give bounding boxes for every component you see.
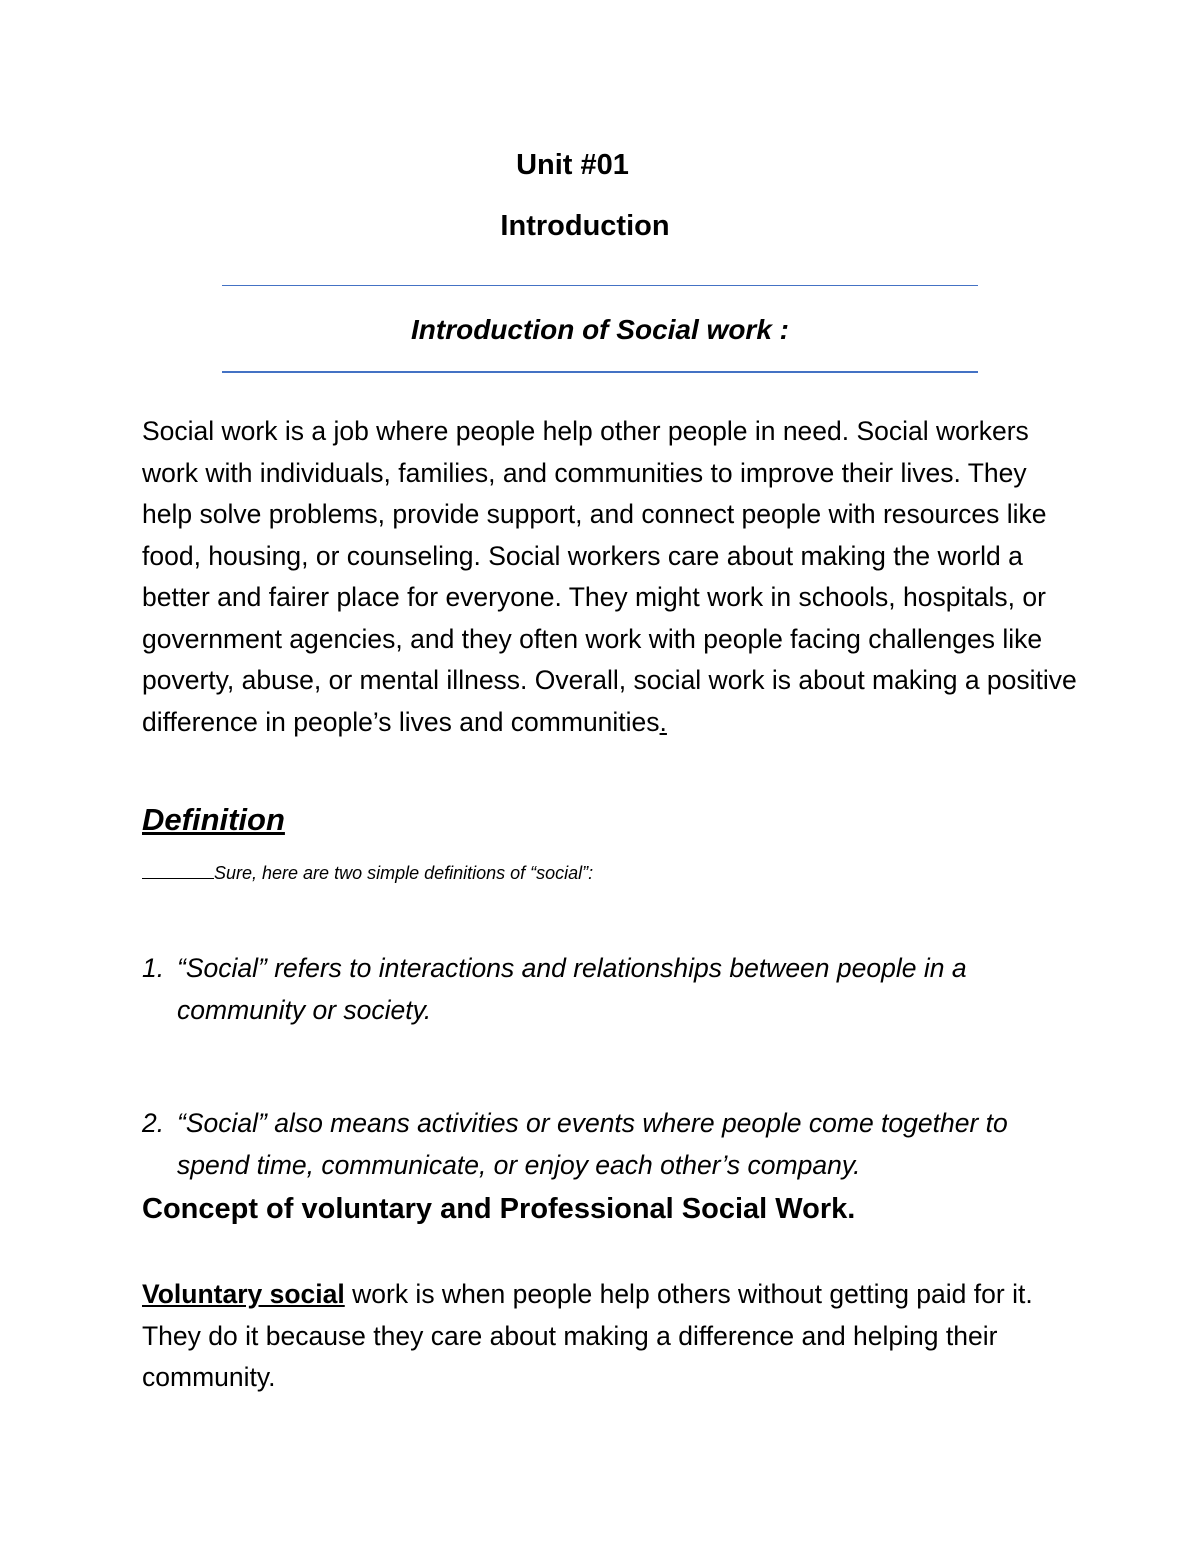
definition-item-2 (142, 1103, 1082, 1186)
definition-heading: Definition (142, 802, 285, 837)
voluntary-term: Voluntary social (142, 1279, 345, 1309)
definition-item-1 (142, 948, 1082, 1031)
intro-paragraph (142, 411, 1082, 743)
list-number: 1. (142, 953, 165, 983)
title-rule-top (222, 285, 978, 286)
definition-lead (142, 860, 593, 886)
blank-line (142, 861, 214, 879)
concept-heading: Concept of voluntary and Professional Social Work. (142, 1193, 856, 1225)
definition-lead-text: Sure, here are two simple definitions of “social”: (214, 863, 594, 883)
voluntary-text: work is when people help others without getting paid for it. They do it because they care about making a difference and helping their community. (142, 1279, 1033, 1392)
intro-paragraph-text: Social work is a job where people help other people in need. Social workers work with individuals, families, and communities to improve their lives. They help solve problems, provide support, and connect people with resources like food, housing, or counseling. Social workers care about making the world a better and fairer place for everyone. They might work in schools, hospitals, or government agencies, and they often work with people facing challenges like poverty, abuse, or mental illness. Overall, social work is about making a positive difference in people’s lives and communities (142, 416, 1077, 737)
unit-number: Unit #01 (516, 149, 629, 181)
unit-title: Introduction (500, 210, 670, 242)
intro-paragraph-end: . (659, 706, 667, 737)
voluntary-paragraph (142, 1274, 1082, 1399)
title-rule-bottom (222, 371, 978, 373)
list-item-text: “Social” also means activities or events where people come together to spend time, communicate, or enjoy each other’s company. (177, 1108, 1008, 1180)
list-item-text: “Social” refers to interactions and relationships between people in a community or society. (177, 953, 967, 1025)
section-title: Introduction of Social work : (411, 314, 789, 345)
list-number: 2. (142, 1108, 165, 1138)
